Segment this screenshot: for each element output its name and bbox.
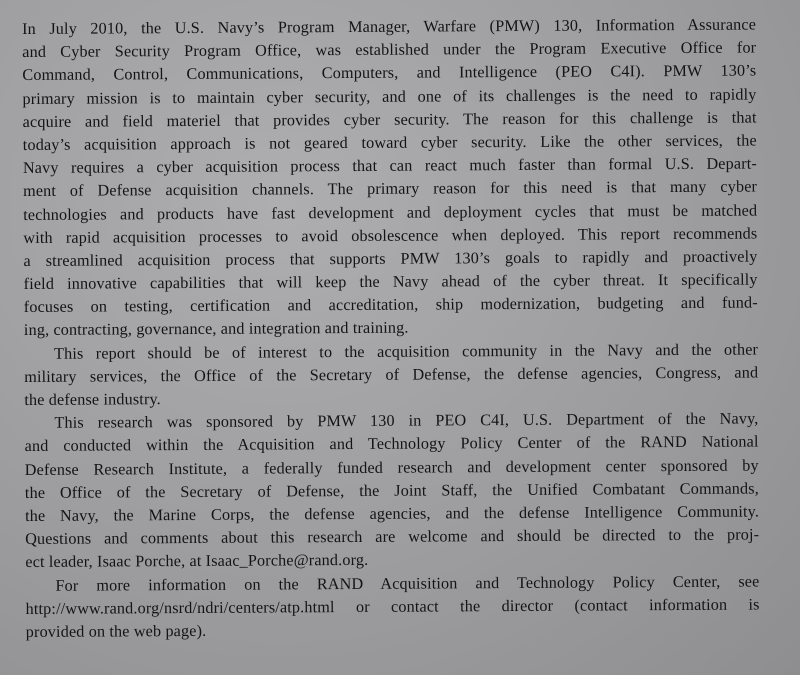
text-line: primary mission is to maintain cyber security, and one of its challenges is the need to rapidly bbox=[22, 85, 757, 108]
text-line: the Office of the Secretary of Defense, the Joint Staff, the Unified Combatant Commands, bbox=[24, 479, 759, 502]
text-line: provided on the web page). bbox=[25, 621, 207, 641]
text-line: the defense industry. bbox=[24, 390, 161, 409]
text-line: http://www.rand.org/nsrd/ndri/centers/atp.html or contact the director (contact information is bbox=[25, 595, 760, 618]
text-line: In July 2010, the U.S. Navy’s Program Manager, Warfare (PMW) 130, Information Assurance bbox=[22, 15, 757, 38]
text-line: military services, the Office of the Secretary of Defense, the defense agencies, Congress, and bbox=[24, 363, 759, 386]
text-line: This report should be of interest to the acquisition community in the Navy and the other bbox=[53, 340, 759, 363]
text-line: focuses on testing, certification and accreditation, ship modernization, budgeting and fund- bbox=[23, 293, 758, 317]
paragraph-more-information bbox=[25, 570, 759, 644]
text-line: ment of Defense acquisition channels. The primary reason for this need is that many cyber bbox=[23, 177, 758, 201]
text-line: a streamlined acquisition process that supports PMW 130’s goals to rapidly and proactively bbox=[23, 247, 758, 270]
text-line: This research was sponsored by PMW 130 in PEO C4I, U.S. Department of the Navy, bbox=[54, 409, 759, 432]
text-line: with rapid acquisition processes to avoid obsolescence when deployed. This report recommends bbox=[23, 224, 758, 247]
text-line: technologies and products have fast development and deployment cycles that must be matched bbox=[23, 201, 758, 224]
text-line: today’s acquisition approach is not geared toward cyber security. Like the other services, the bbox=[22, 131, 757, 154]
text-line: ect leader, Isaac Porche, at Isaac_Porche@rand.org. bbox=[25, 551, 369, 572]
paragraph-sponsorship bbox=[24, 408, 759, 575]
text-line: acquire and field materiel that provides cyber security. The reason for this challenge is that bbox=[22, 108, 757, 131]
text-line: the Navy, the Marine Corps, the defense agencies, and the defense Intelligence Community. bbox=[24, 502, 760, 525]
text-line: and conducted within the Acquisition and Technology Policy Center of the RAND National bbox=[24, 432, 759, 456]
paragraph-program-office bbox=[22, 14, 758, 343]
text-line: Navy requires a cyber acquisition process that can react much faster than formal U.S. Depart- bbox=[22, 154, 757, 178]
text-line: and Cyber Security Program Office, was established under the Program Executive Office for bbox=[22, 38, 757, 62]
text-line: field innovative capabilities that will keep the Navy ahead of the cyber threat. It specifically bbox=[23, 270, 758, 294]
text-line: Questions and comments about this research are welcome and should be directed to the proj- bbox=[25, 525, 760, 549]
paragraph-audience bbox=[24, 338, 758, 412]
text-line: ing, contracting, governance, and integration and training. bbox=[23, 319, 409, 340]
text-line: For more information on the RAND Acquisition and Technology Policy Center, see bbox=[55, 572, 760, 595]
text-line: Command, Control, Communications, Computers, and Intelligence (PEO C4I). PMW 130’s bbox=[22, 61, 757, 85]
text-line: Defense Research Institute, a federally funded research and development center sponsored by bbox=[24, 456, 759, 479]
preface-text bbox=[22, 14, 760, 645]
